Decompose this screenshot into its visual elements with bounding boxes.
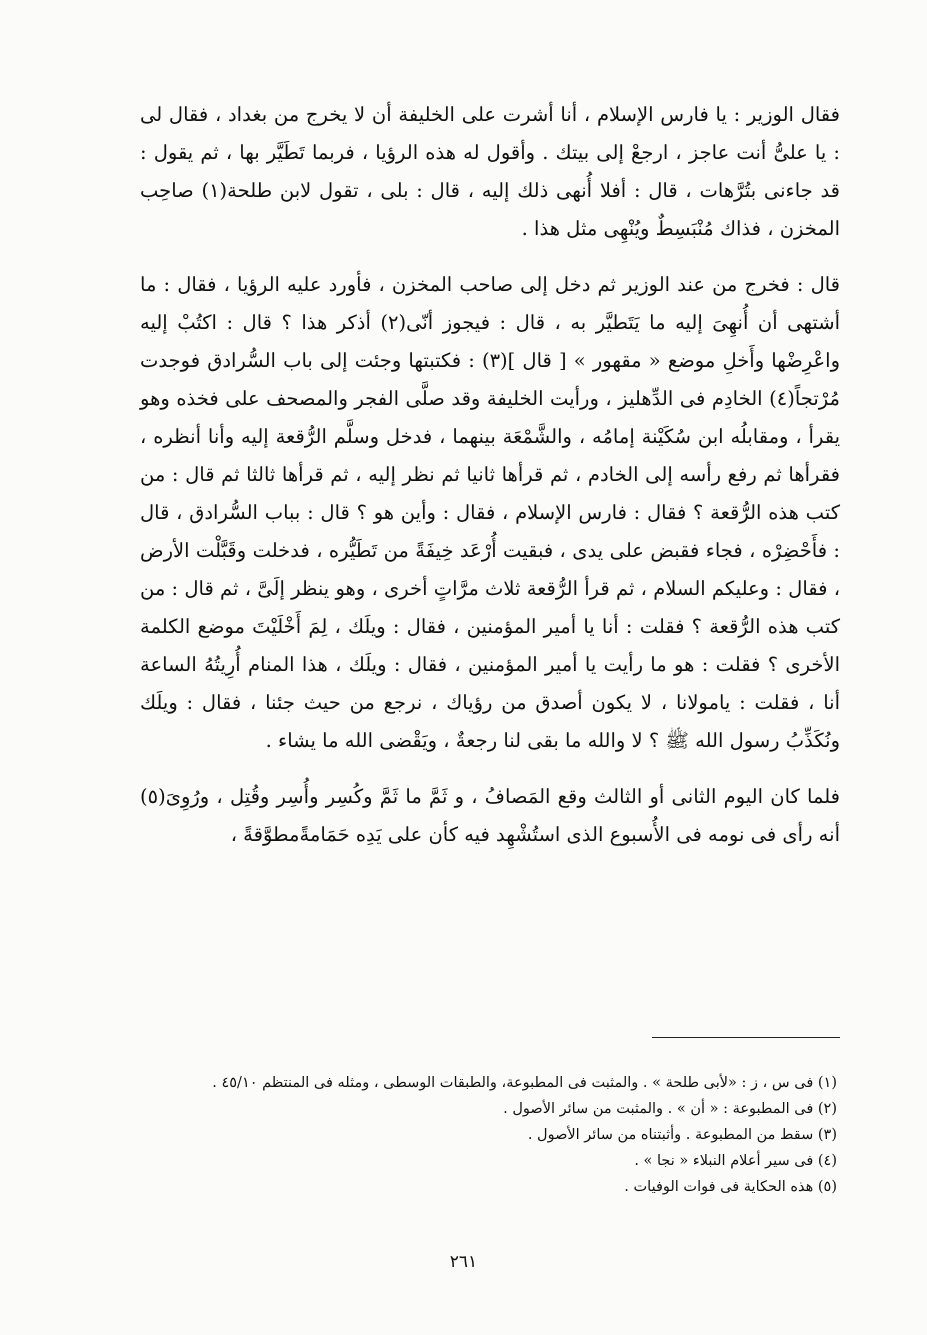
paragraph-3: فلما كان اليوم الثانى أو الثالث وقع المَصافُ ، و ثَمَّ ما ثَمَّ وكُسِر وأُسِر وقُتِل ، ورُوِىَ(٥) أنه رأى فى نومه فى الأُسبوع الذى استُشْهِد فيه كأن على يَدِه حَمَامةًمطوَّقةً ، bbox=[140, 785, 840, 846]
page-number: ٢٦١ bbox=[449, 1252, 478, 1272]
footnote-divider bbox=[652, 1037, 840, 1038]
footnote-1: (١) فى س ، ز : «لأبى طلحة » . والمثبت فى المطبوعة، والطبقات الوسطى ، ومثله فى المنتظم ٤٥/١٠ . bbox=[212, 1075, 837, 1091]
footnote-2: (٢) فى المطبوعة : « أن » . والمثبت من سائر الأصول . bbox=[503, 1101, 837, 1117]
footnote-4: (٤) فى سير أعلام النبلاء « نجا » . bbox=[634, 1153, 837, 1169]
paragraph-1: فقال الوزير : يا فارس الإسلام ، أنا أشرت على الخليفة أن لا يخرج من بغداد ، فقال لى : يا علىُّ أنت عاجز ، ارجعْ إلى بيتك . وأقول له هذه الرؤيا ، فربما تَطَيَّر بها ، ثم يقول : قد جاءنى بتُرَّهات ، قال : أفلا أُنهى ذلك إليه ، قال : بلى ، تقول لابن طلحة(١) صاحِب المخزن ، فذاك مُنْبَسِطٌ ويُنْهِى مثل هذا . bbox=[140, 103, 841, 240]
main-text bbox=[140, 96, 840, 872]
footnotes bbox=[137, 1070, 837, 1200]
footnote-3: (٣) سقط من المطبوعة . وأثبتناه من سائر الأصول . bbox=[527, 1127, 837, 1143]
footnote-5: (٥) هذه الحكاية فى فوات الوفيات . bbox=[624, 1179, 837, 1195]
paragraph-2: قال : فخرج من عند الوزير ثم دخل إلى صاحب المخزن ، فأورد عليه الرؤيا ، فقال : ما أشتهى أن أُنهِىَ إليه ما يَتَطيَّر به ، قال : فيجوز أنّى(٢) أذكر هذا ؟ قال : اكتُبْ إليه واعْرِضْها وأَخلِ موضع « مقهور » [ قال ](٣) : فكتبتها وجئت إلى باب السُّرادق فوجدت مُرْتجاً(٤) الخادِم فى الدِّهليز ، ورأيت الخليفة وقد صلَّى الفجر والمصحف على فخذه وهو يقرأ ، ومقابلُه ابن سُكَيْنة إمامُه ، والشَّمْعَة بينهما ، فدخل وسلَّم الرُّقعة إليه وأنا أنظره ، فقرأها ثم رفع رأسه إلى الخادم ، ثم قرأها ثانيا ثم نظر إليه ، ثم قرأها ثالثا ثم قال : من كتب هذه الرُّقعة ؟ فقال : فارس الإسلام ، فقال : وأين هو ؟ قال : بباب السُّرادق ، قال : فأَحْضِرْه ، فجاء فقبض على يدى ، فبقيت أُرْعَد خِيفَةً من تَطَيُّره ، فدخلت وقَبَّلْت الأرض ، فقال : وعليكم السلام ، ثم قرأ الرُّقعة ثلاث مرَّاتٍ أخرى ، وهو ينظر إلَىَّ ، ثم قال : من كتب هذه الرُّقعة ؟ فقلت : أنا يا أمير المؤمنين ، فقال : ويلَك ، لِمَ أَخْلَيْتَ موضع الكلمة الأخرى ؟ فقلت : هو ما رأيت يا أمير المؤمنين ، فقال : ويلَك ، هذا المنام أُرِيتُهُ الساعة أنا ، فقلت : يامولانا ، لا يكون أصدق من رؤياك ، نرجع من حيث جئنا ، فقال : ويلَك ونُكَذِّبُ رسول الله ﷺ ؟ لا والله ما بقى لنا رجعةٌ ، ويَقْضى الله ما يشاء . bbox=[140, 273, 841, 752]
